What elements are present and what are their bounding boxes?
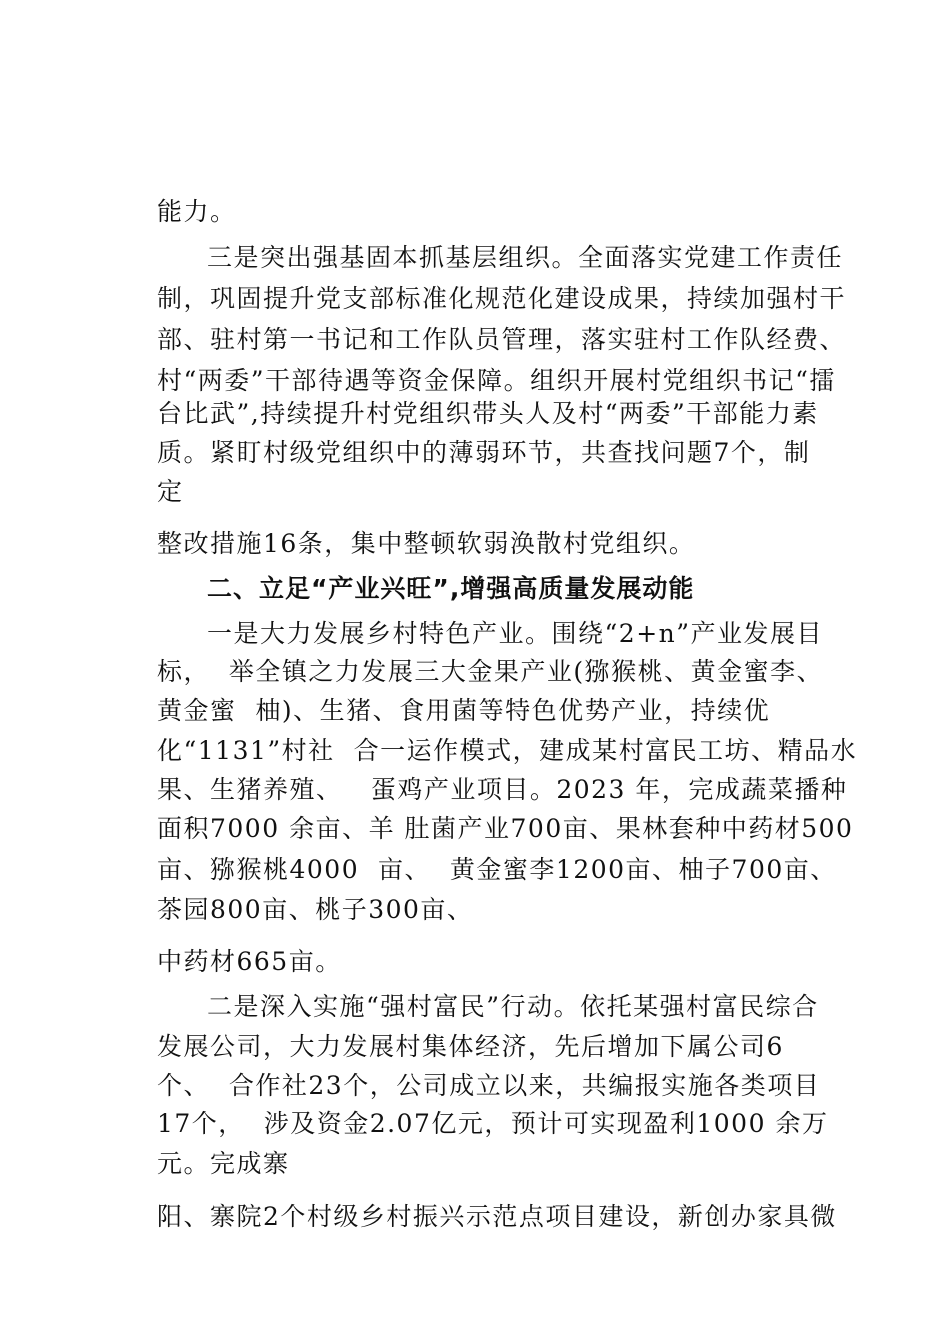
text-line: 能力。 [157,197,237,226]
text-line: 中药材665亩。 [157,947,342,976]
text-line: 标， 举全镇之力发展三大金果产业(猕猴桃、黄金蜜李、 [157,657,824,686]
text-line: 三是突出强基固本抓基层组织。全面落实党建工作责任 [207,243,844,272]
text-line: 台比武”,持续提升村党组织带头人及村“两委”干部能力素 [157,399,819,428]
text-line: 个、 合作社23个，公司成立以来，共编报实施各类项目 [157,1071,821,1100]
text-line: 化“1131”村社 合一运作模式，建成某村富民工坊、精品水 [157,736,858,765]
text-line: 17个， 涉及资金2.07亿元，预计可实现盈利1000 余万 [157,1109,829,1138]
text-line: 阳、寨院2个村级乡村振兴示范点项目建设，新创办家具微 [157,1202,837,1231]
text-line: 二是深入实施“强村富民”行动。依托某强村富民综合 [207,992,819,1021]
text-line: 亩、猕猴桃4000 亩、 黄金蜜李1200亩、柚子700亩、 [157,855,837,884]
text-line: 黄金蜜 柚)、生猪、食用菌等特色优势产业，持续优 [157,696,771,725]
text-line: 一是大力发展乡村特色产业。围绕“2+n”产业发展目 [207,619,824,648]
text-line: 整改措施16条，集中整顿软弱涣散村党组织。 [157,529,696,558]
text-line: 质。紧盯村级党组织中的薄弱环节，共查找问题7个，制 [157,438,811,467]
section-heading: 二、立足“产业兴旺”,增强高质量发展动能 [207,574,695,603]
text-line: 面积7000 余亩、羊 肚菌产业700亩、果林套种中药材500 [157,814,854,843]
text-line: 制，巩固提升党支部标准化规范化建设成果，持续加强村干 [157,284,847,313]
text-line: 村“两委”干部待遇等资金保障。组织开展村党组织书记“擂 [157,366,836,395]
text-line: 定 [157,477,184,506]
text-line: 茶园800亩、桃子300亩、 [157,895,474,924]
text-line: 果、生猪养殖、 蛋鸡产业项目。2023 年，完成蔬菜播种 [157,775,848,804]
text-line: 部、驻村第一书记和工作队员管理，落实驻村工作队经费、 [157,325,847,354]
text-line: 发展公司，大力发展村集体经济，先后增加下属公司6 [157,1032,784,1061]
text-line: 元。完成寨 [157,1149,290,1178]
